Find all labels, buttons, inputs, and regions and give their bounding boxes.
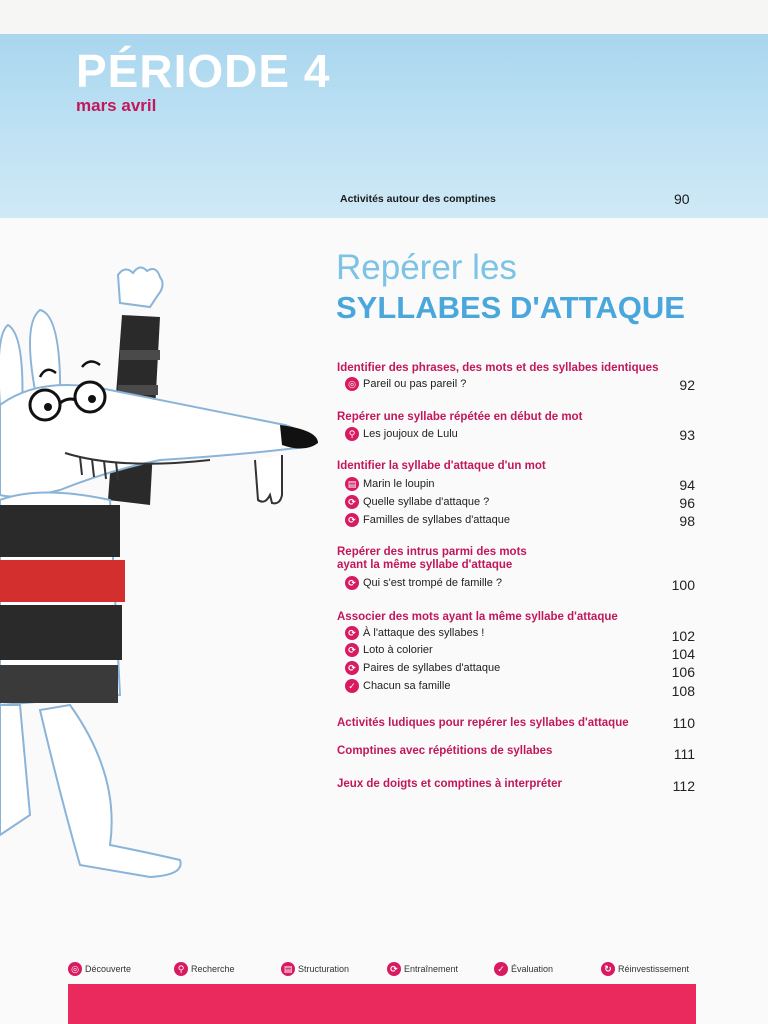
toc-heading[interactable]: Associer des mots ayant la même syllabe d'attaque — [337, 611, 618, 623]
toc-item-label: Marin le loupin — [363, 478, 435, 490]
period-months: mars avril — [76, 96, 157, 115]
section-title-line1: Repérer les — [336, 248, 517, 287]
entrainement-icon: ⟳ — [345, 495, 359, 509]
decouverte-icon: ◎ — [68, 962, 82, 976]
toc-item-label: Loto à colorier — [363, 644, 433, 656]
toc-heading-page: 110 — [672, 715, 695, 731]
reinvestissement-icon: ↻ — [601, 962, 615, 976]
toc-item-page: 106 — [671, 664, 695, 680]
toc-item-label: Paires de syllabes d'attaque — [363, 662, 501, 674]
toc-item[interactable] — [345, 576, 502, 590]
toc-item-label: Pareil ou pas pareil ? — [363, 378, 467, 390]
toc-heading[interactable]: Activités ludiques pour repérer les syllabes d'attaque — [337, 717, 629, 729]
wolf-mascot-illustration — [0, 255, 330, 885]
evaluation-icon: ✓ — [345, 679, 359, 693]
banner-activity-label: Activités autour des comptines — [340, 193, 496, 205]
entrainement-icon: ⟳ — [345, 661, 359, 675]
legend-item-decouverte — [68, 958, 131, 980]
page-top-edge — [0, 0, 768, 36]
toc-item-label: Familles de syllabes d'attaque — [363, 514, 511, 526]
legend-item-recherche — [174, 958, 235, 980]
legend-label: Entraînement — [404, 964, 459, 974]
legend-item-entrainement — [387, 958, 458, 980]
legend-item-evaluation — [494, 958, 553, 980]
recherche-icon: ⚲ — [345, 427, 359, 441]
legend-item-structuration — [281, 958, 349, 980]
structuration-icon: ▤ — [281, 962, 295, 976]
legend-label: Découverte — [85, 964, 132, 974]
toc-item[interactable] — [345, 377, 466, 391]
legend-item-reinvestissement — [601, 958, 689, 980]
toc-heading[interactable]: Repérer des intrus parmi des mots — [337, 546, 527, 558]
toc-heading[interactable]: Identifier la syllabe d'attaque d'un mot — [337, 460, 546, 472]
toc-heading-continued[interactable]: ayant la même syllabe d'attaque — [337, 559, 513, 571]
toc-item[interactable] — [345, 427, 458, 441]
toc-item[interactable] — [345, 661, 500, 675]
evaluation-icon: ✓ — [494, 962, 508, 976]
toc-item[interactable] — [345, 477, 435, 491]
entrainement-icon: ⟳ — [345, 513, 359, 527]
entrainement-icon: ⟳ — [387, 962, 401, 976]
period-title: PÉRIODE 4 — [76, 45, 331, 97]
toc-item[interactable] — [345, 495, 489, 509]
toc-item-page: 100 — [671, 577, 695, 593]
toc-heading-page: 111 — [673, 746, 695, 762]
toc-item-page: 98 — [679, 513, 695, 529]
toc-heading[interactable]: Repérer une syllabe répétée en début de mot — [337, 411, 583, 423]
section-title-line2: SYLLABES D'ATTAQUE — [336, 290, 685, 325]
toc-heading-page: 112 — [672, 778, 695, 794]
banner-activity-page: 90 — [674, 191, 690, 207]
toc-item[interactable] — [345, 679, 450, 693]
toc-item-page: 92 — [679, 377, 695, 393]
toc-heading[interactable]: Identifier des phrases, des mots et des syllabes identiques — [337, 362, 659, 374]
toc-item-page: 94 — [679, 477, 695, 493]
toc-item-label: À l'attaque des syllabes ! — [363, 627, 485, 639]
recherche-icon: ⚲ — [174, 962, 188, 976]
legend-label: Recherche — [191, 964, 235, 974]
toc-item[interactable] — [345, 626, 484, 640]
toc-item-page: 96 — [679, 495, 695, 511]
toc-item[interactable] — [345, 643, 433, 657]
entrainement-icon: ⟳ — [345, 576, 359, 590]
toc-heading[interactable]: Jeux de doigts et comptines à interpréter — [337, 778, 562, 790]
toc-item[interactable] — [345, 513, 510, 527]
toc-item-label: Quelle syllabe d'attaque ? — [363, 496, 490, 508]
footer-bar — [68, 984, 696, 1024]
entrainement-icon: ⟳ — [345, 626, 359, 640]
legend-label: Structuration — [298, 964, 350, 974]
toc-item-page: 93 — [679, 427, 695, 443]
toc-heading[interactable]: Comptines avec répétitions de syllabes — [337, 745, 553, 757]
toc-item-label: Les joujoux de Lulu — [363, 428, 458, 440]
entrainement-icon: ⟳ — [345, 643, 359, 657]
toc-item-page: 102 — [671, 628, 695, 644]
toc-item-label: Qui s'est trompé de famille ? — [363, 577, 503, 589]
toc-item-page: 104 — [671, 646, 695, 662]
toc-item-page: 108 — [671, 683, 695, 699]
legend-label: Réinvestissement — [618, 964, 690, 974]
structuration-icon: ▤ — [345, 477, 359, 491]
legend-label: Évaluation — [511, 964, 554, 974]
toc-item-label: Chacun sa famille — [363, 680, 451, 692]
decouverte-icon: ◎ — [345, 377, 359, 391]
